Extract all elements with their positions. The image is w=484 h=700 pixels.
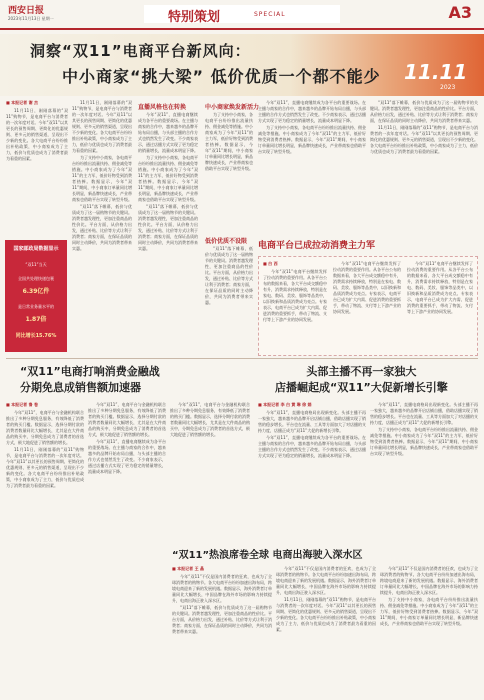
- article-paragraph: 为了支持中小商家，各电商平台纷纷推出流量扶持、佣金减免等措施。中小商家成为了今年“双11”的主力军，低价好物受到消费者热捧。数据显示，今年“双11”期间，中小商家订单量同比增长明显，新品牌快速成长，产业带商家也借助平台实现了转型升级。: [380, 597, 478, 626]
- subheading-1: 直播风格也在转换: [138, 104, 187, 111]
- double-eleven-badge: 11.11: [404, 60, 468, 84]
- article-paragraph: “双11”落下帷幕，低价与优质成为了这一届购物节的关键词。消费者越发理性，更加注重商品的性价比。平台方面，从价格力出发，通过补贴、比价等方式让利于消费者；商家方面，在保证品质的同时主动降价，共同为消费者带来实惠。: [370, 100, 478, 123]
- subheading-2: 中小商家焕发新活力: [205, 104, 260, 111]
- sidebar-paragraph: 今年“双11”电商平台继续发挥了拉动消费的重要作用。从各平台公布的数据来看，各大平台成交额稳中有升，消费需求持续释放，特别是在家电、数码、美妆、服饰等品类中，以旧换新和品质消费成为亮点。专家表示，电商平台已成为扩大内需、促进消费的重要抓手，带动了物流、支付等上下游产业的协同发展。: [263, 269, 327, 322]
- article-paragraph: 为了支持中小商家，各电商平台纷纷推出流量扶持、佣金减免等措施。中小商家成为了今年“双11”的主力军，低价好物受到消费者热捧。数据显示，今年“双11”期间，中小商家订单量同比增长明显，新品牌快速成长，产业带商家也借助平台实现了转型升级。: [72, 155, 132, 202]
- stats-value: 同比增长15.76%: [15, 333, 57, 339]
- sidebar-col3: [407, 261, 473, 351]
- article-paragraph: 11月11日，刚刚落幕的“双11”购物节，是电商平台与消费者的一次年度对话。今年“双11”以其更长的预售周期、更简化的优惠规则、更多元的销售渠道，呈现出不少新的变化。各大电商平台纷纷推出补贴政策，中小商家成为了主力，低价与优质也成为了消费者最为看重的因素。: [276, 597, 376, 632]
- stats-label: 是日常业务量水平的: [18, 304, 54, 309]
- main-article-col3: [138, 112, 198, 352]
- article-paragraph: 今年“双11”，直播电商格局出现新变化。头部主播不再一家独大，越来越多的品牌开启店铺自播，借助店播实现了销售的稳步增长。平台也在流量、工具等方面加大了对店播的支持力度，店播正成为“双11”大促的新增长引擎。: [370, 402, 478, 425]
- stats-label: “双11”当天: [25, 262, 47, 267]
- headline-line: 店播崛起成“双11”大促新增长引擎: [275, 381, 448, 394]
- sidebar-box: [258, 256, 478, 356]
- article-paragraph: 11月11日，刚刚落幕的“双11”购物节，是电商平台与消费者的一次年度对话。今年“双11”以其更长的预售周期、更简化的优惠规则、更多元的销售渠道，呈现出不少新的变化。各大电商平台纷纷推出补贴政策，中小商家成为了主力，低价与优质也成为了消费者最为看重的因素。: [72, 100, 132, 153]
- stats-value: 6.39亿件: [22, 288, 50, 295]
- article-paragraph: 11月11日，刚刚落幕的“双11”购物节，是电商平台与消费者的一次年度对话。今年“双11”以其更长的预售周期、更简化的优惠规则、更多元的销售渠道，呈现出不少新的变化。各大电商平台纷纷推出补贴政策，中小商家成为了主力，低价与优质也成为了消费者最为看重的因素。: [6, 447, 84, 488]
- main-article-col4: [205, 112, 253, 232]
- article-paragraph: 今年“双11”不仅是国内消费者的狂欢，也成为了全球消费者的购物节。各大电商平台纷纷加速出海布局，跨境电商迎来了新的发展机遇。数据显示，海外消费者订单量同比大幅增长，中国品牌在海外市场的影响力持续提升，电商出海正驶入深水区。: [172, 574, 272, 603]
- headline-line: 头部主播不再一家独大: [306, 365, 417, 378]
- bottom-right-byline: ■ 本报记者 李 白 黄 琳 徐 娟: [258, 402, 312, 407]
- article-paragraph: 11月11日，刚刚落幕的“双11”购物节，是电商平台与消费者的一次年度对话。今年“双11”以其更长的预售周期、更简化的优惠规则、更多元的销售渠道，呈现出不少新的变化。各大电商平台纷纷推出补贴政策，中小商家成为了主力，低价与优质也成为了消费者最为看重的因素。: [6, 108, 68, 161]
- article-paragraph: “双11”落下帷幕，低价与优质成为了这一届购物节的关键词。消费者越发理性，更加注重商品的性价比。平台方面，从价格力出发，通过补贴、比价等方式让利于消费者；商家方面，在保证品质的同时主动降价，共同为消费者带来实惠。: [205, 246, 253, 305]
- article-paragraph: 今年“双11”，直播电商继续成为各平台的重要战场。在主播与商家的合作中，越来越多的品牌开始布局自播，与头部主播的合作方式也悄然发生了改变。不少商家表示，通过店播方式实现了更为稳定的销量增长，流量成本明显下降。: [258, 100, 366, 123]
- stats-title: 国家邮政局数据显示: [13, 246, 59, 252]
- stats-box: [5, 240, 67, 352]
- bottom-right-col1: [258, 402, 366, 542]
- paper-name: 西安日报: [8, 6, 45, 16]
- stats-label: 全国共处理快递包裹: [18, 276, 54, 281]
- article-paragraph: 今年“双11”，直播电商继续成为各平台的重要战场。在主播与商家的合作中，越来越多的品牌开始布局自播，与头部主播的合作方式也悄然发生了改变。不少商家表示，通过店播方式实现了更为稳定的销量增长，流量成本明显下降。: [138, 112, 198, 153]
- article-paragraph: 11月11日，刚刚落幕的“双11”购物节，是电商平台与消费者的一次年度对话。今年“双11”以其更长的预售周期、更简化的优惠规则、更多元的销售渠道，呈现出不少新的变化。各大电商平台纷纷推出补贴政策，中小商家成为了主力，低价与优质也成为了消费者最为看重的因素。: [370, 125, 478, 154]
- article-paragraph: 今年“双11”，电商平台与金融机构联合推出了多种分期免息服务，有效降低了消费者的购买门槛。数据显示，选择分期付款的消费者数量同比大幅增长，尤其是在大件商品的购买中，分期免息成为了消费者的首选方式，极大地促进了销售额的增长。: [88, 402, 166, 437]
- main-article-col7: [370, 100, 478, 230]
- article-paragraph: 今年“双11”，电商平台与金融机构联合推出了多种分期免息服务，有效降低了消费者的购买门槛。数据显示，选择分期付款的消费者数量同比大幅增长，尤其是在大件商品的购买中，分期免息成为了消费者的首选方式，极大地促进了销售额的增长。: [170, 402, 250, 437]
- section-subtitle: SPECIAL: [254, 11, 286, 18]
- subheading-3: 低价优质不设限: [205, 238, 248, 245]
- stats-value: 1.87倍: [25, 316, 47, 323]
- article-paragraph: 今年“双11”不仅是国内消费者的狂欢，也成为了全球消费者的购物节。各大电商平台纷纷加速出海布局，跨境电商迎来了新的发展机遇。数据显示，海外消费者订单量同比大幅增长，中国品牌在海外市场的影响力持续提升，电商出海正驶入深水区。: [380, 566, 478, 595]
- masthead: [0, 0, 484, 30]
- bottom-left-col2: [88, 402, 166, 694]
- sidebar-title: 电商平台已成拉动消费主力军: [258, 241, 376, 251]
- bottom-article-col1: [172, 566, 272, 694]
- bottom-left-byline: ■ 本报记者 鲁 卷: [6, 402, 38, 407]
- bottom-left-col1: [6, 402, 84, 694]
- bottom-left-headline: [20, 364, 160, 396]
- article-paragraph: 为了支持中小商家，各电商平台纷纷推出流量扶持、佣金减免等措施。中小商家成为了今年“双11”的主力军，低价好物受到消费者热捧。数据显示，今年“双11”期间，中小商家订单量同比增长明显，新品牌快速成长，产业带商家也借助平台实现了转型升级。: [138, 155, 198, 202]
- section-divider: [6, 358, 478, 359]
- article-paragraph: 今年“双11”，直播电商继续成为各平台的重要战场。在主播与商家的合作中，越来越多的品牌开始布局自播，与头部主播的合作方式也悄然发生了改变。不少商家表示，通过店播方式实现了更为稳定的销量增长，流量成本明显下降。: [258, 435, 366, 458]
- bottom-article-col2: [276, 566, 376, 694]
- main-article-col1: [6, 100, 68, 234]
- article-paragraph: 今年“双11”，直播电商继续成为各平台的重要战场。在主播与商家的合作中，越来越多的品牌开始布局自播，与头部主播的合作方式也悄然发生了改变。不少商家表示，通过店播方式实现了更为稳定的销量增长，流量成本明显下降。: [88, 439, 166, 474]
- article-paragraph: 为了支持中小商家，各电商平台纷纷推出流量扶持、佣金减免等措施。中小商家成为了今年“双11”的主力军，低价好物受到消费者热捧。数据显示，今年“双11”期间，中小商家订单量同比增长明显，新品牌快速成长，产业带商家也借助平台实现了转型升级。: [258, 125, 366, 154]
- article-paragraph: 今年“双11”不仅是国内消费者的狂欢，也成为了全球消费者的购物节。各大电商平台纷纷加速出海布局，跨境电商迎来了新的发展机遇。数据显示，海外消费者订单量同比大幅增长，中国品牌在海外市场的影响力持续提升，电商出海正驶入深水区。: [276, 566, 376, 595]
- bottom-article-col3: [380, 566, 478, 694]
- bottom-left-col3: [170, 402, 250, 542]
- headline-line2: 中小商家“挑大梁” 低价优质一个都不能少: [62, 67, 381, 86]
- headline-line: “双11”电商打响消费金融战: [20, 365, 160, 378]
- sidebar-paragraph: 今年“双11”电商平台继续发挥了拉动消费的重要作用。从各平台公布的数据来看，各大平台成交额稳中有升，消费需求持续释放，特别是在家电、数码、美妆、服饰等品类中，以旧换新和品质消费成为亮点。专家表示，电商平台已成为扩大内需、促进消费的重要抓手，带动了物流、支付等上下游产业的协同发展。: [333, 261, 401, 314]
- sidebar-byline: ■ 白 西: [263, 261, 278, 266]
- article-paragraph: “双11”落下帷幕，低价与优质成为了这一届购物节的关键词。消费者越发理性，更加注重商品的性价比。平台方面，从价格力出发，通过补贴、比价等方式让利于消费者；商家方面，在保证品质的同时主动降价，共同为消费者带来实惠。: [172, 605, 272, 634]
- article-paragraph: “双11”落下帷幕，低价与优质成为了这一届购物节的关键词。消费者越发理性，更加注重商品的性价比。平台方面，从价格力出发，通过补贴、比价等方式让利于消费者；商家方面，在保证品质的同时主动降价，共同为消费者带来实惠。: [138, 204, 198, 251]
- article-paragraph: 今年“双11”，直播电商格局出现新变化。头部主播不再一家独大，越来越多的品牌开启店铺自播，借助店播实现了销售的稳步增长。平台也在流量、工具等方面加大了对店播的支持力度，店播正成为“双11”大促的新增长引擎。: [258, 410, 366, 433]
- sidebar-paragraph: 今年“双11”电商平台继续发挥了拉动消费的重要作用。从各平台公布的数据来看，各大平台成交额稳中有升，消费需求持续释放，特别是在家电、数码、美妆、服饰等品类中，以旧换新和品质消费成为亮点。专家表示，电商平台已成为扩大内需、促进消费的重要抓手，带动了物流、支付等上下游产业的协同发展。: [407, 261, 473, 314]
- bottom-right-headline: [275, 364, 448, 396]
- bottom-right-col2: [370, 402, 478, 542]
- main-article-col2: [72, 100, 132, 352]
- sidebar-col1: [263, 261, 327, 351]
- article-paragraph: “双11”落下帷幕，低价与优质成为了这一届购物节的关键词。消费者越发理性，更加注重商品的性价比。平台方面，从价格力出发，通过补贴、比价等方式让利于消费者；商家方面，在保证品质的同时主动降价，共同为消费者带来实惠。: [72, 204, 132, 251]
- article-paragraph: 为了支持中小商家，各电商平台纷纷推出流量扶持、佣金减免等措施。中小商家成为了今年“双11”的主力军，低价好物受到消费者热捧。数据显示，今年“双11”期间，中小商家订单量同比增长明显，新品牌快速成长，产业带商家也借助平台实现了转型升级。: [370, 427, 478, 456]
- page-number: A3: [448, 3, 472, 22]
- section-banner: [144, 5, 340, 23]
- main-article-col6: [258, 100, 366, 230]
- headline-line1: 洞察“双11”电商平台新风向：: [30, 42, 251, 60]
- bottom-article-headline: “双11”热浪席卷全球 电商出海驶入深水区: [172, 550, 363, 561]
- headline-line: 分期免息成销售额加速器: [20, 381, 141, 394]
- main-article-byline: ■ 本报记者 谢 杰: [6, 100, 38, 105]
- paper-date: 2023年11月13日 星期一: [8, 16, 54, 21]
- bottom-article-byline: ■ 本报记者 王 晶: [172, 566, 204, 571]
- main-article-col5: [205, 246, 253, 352]
- badge-year: 2023: [440, 84, 456, 91]
- sidebar-col2: [333, 261, 401, 351]
- article-paragraph: 为了支持中小商家，各电商平台纷纷推出流量扶持、佣金减免等措施。中小商家成为了今年“双11”的主力军，低价好物受到消费者热捧。数据显示，今年“双11”期间，中小商家订单量同比增长明显，新品牌快速成长，产业带商家也借助平台实现了转型升级。: [205, 112, 253, 171]
- article-paragraph: 今年“双11”，电商平台与金融机构联合推出了多种分期免息服务，有效降低了消费者的购买门槛。数据显示，选择分期付款的消费者数量同比大幅增长，尤其是在大件商品的购买中，分期免息成为了消费者的首选方式，极大地促进了销售额的增长。: [6, 410, 84, 445]
- section-title: 特别策划: [168, 10, 221, 25]
